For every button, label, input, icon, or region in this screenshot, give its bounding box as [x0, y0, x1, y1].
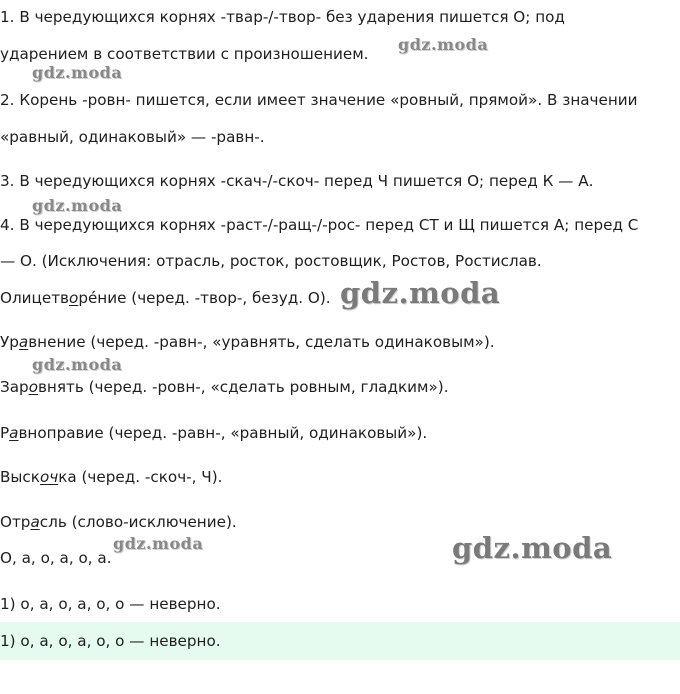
word-rest: внять (черед. -ровн-, «сделать ровным, гладким»). — [37, 378, 449, 396]
rule-2-line-1: 2. Корень -ровн- пишется, если имеет значение «ровный, прямой». В значении — [0, 91, 638, 109]
word-analysis-6 — [0, 512, 237, 532]
highlighted-letter: а — [9, 424, 19, 442]
rule-3: 3. В чередующихся корнях -скач-/-скоч- перед Ч пишется О; перед К — А. — [0, 172, 594, 190]
highlighted-letter: а — [18, 333, 29, 351]
answer-line: 1) о, а, о, а, о, о — неверно. — [0, 595, 221, 613]
highlighted-letter: о — [28, 378, 38, 396]
rule-4-line-2: — О. (Исключения: отрасль, росток, ростовщик, Ростов, Ростислав. — [0, 252, 542, 270]
word-rest: внение (черед. -равн-, «уравнять, сделать одинаковым»). — [28, 333, 495, 351]
rule-2-line-2: «равный, одинаковый» — -равн-. — [0, 128, 265, 146]
word-analysis-1 — [0, 288, 331, 308]
word-analysis-5 — [0, 467, 222, 487]
watermark: gdz.moda — [113, 534, 204, 553]
letters-sequence: О, а, о, а, о, а. — [0, 549, 112, 567]
word-part: Ур — [0, 333, 19, 351]
highlighted-answer: 1) о, а, о, а, о, о — неверно. — [0, 632, 221, 650]
watermark: gdz.moda — [398, 35, 489, 54]
watermark: gdz.moda — [32, 196, 123, 215]
rule-1-line-1: 1. В чередующихся корнях -твар-/-твор- без ударения пишется О; под — [0, 8, 565, 26]
word-rest: ка (черед. -скоч-, Ч). — [58, 468, 223, 486]
watermark: gdz.moda — [32, 63, 123, 82]
word-part: Зар — [0, 378, 29, 396]
word-rest: сль (слово-исключение). — [39, 513, 237, 531]
highlighted-letter: о — [69, 289, 79, 307]
highlighted-letter: а — [30, 513, 40, 531]
word-part: Отр — [0, 513, 31, 531]
watermark: gdz.moda — [452, 531, 613, 565]
word-part: Олицетв — [0, 289, 70, 307]
word-rest: ре́ние (черед. -твор-, безуд. О). — [78, 289, 331, 307]
watermark: gdz.moda — [340, 276, 501, 310]
word-analysis-4 — [0, 423, 427, 443]
word-part: Выск — [0, 468, 40, 486]
rule-4-line-1: 4. В чередующихся корнях -раст-/-ращ-/-рос- перед СТ и Щ пишется А; перед С — [0, 216, 639, 234]
rule-1-line-2: ударением в соответствии с произношением. — [0, 45, 369, 63]
word-analysis-2 — [0, 332, 495, 352]
word-analysis-3 — [0, 377, 449, 397]
watermark: gdz.moda — [32, 355, 123, 374]
word-rest: вноправие (черед. -равн-, «равный, одинаковый»). — [18, 424, 428, 442]
highlighted-letter: оч — [39, 468, 59, 486]
word-part: Р — [0, 424, 10, 442]
